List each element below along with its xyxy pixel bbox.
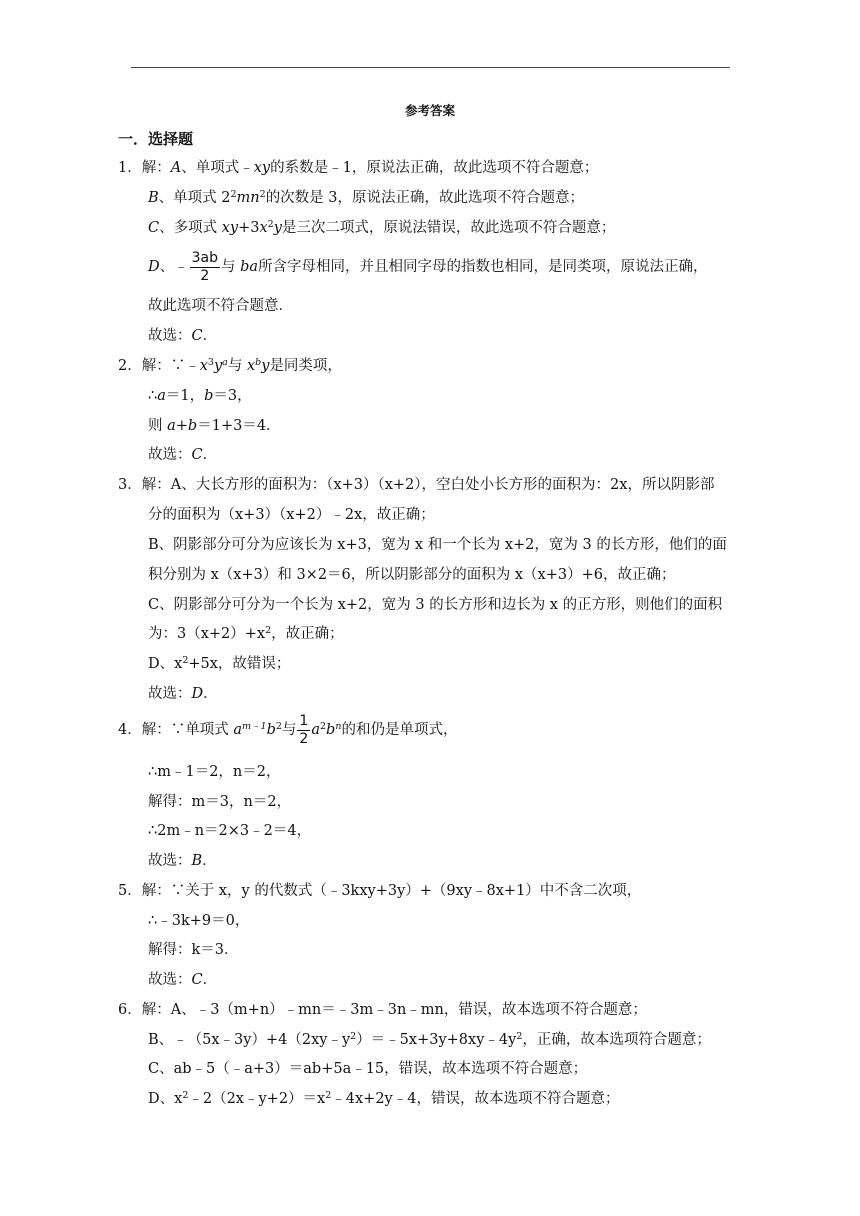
q5-line-2: ∴﹣3k+9＝0， [148, 913, 250, 929]
q4-line-4: ∴2m﹣n＝2×3﹣2＝4， [148, 823, 312, 839]
q6-line-a: 6．解：A、﹣3（m+n）﹣mn＝﹣3m﹣3n﹣mn，错误，故本选项不符合题意； [118, 1002, 647, 1018]
q6-line-b: B、$﹣(5x﹣3y)+4(2xy﹣y^2)=﹣5x+3y+8xy﹣4y^2$，正确，故本选项符合题意； [148, 1031, 711, 1048]
q2-answer: 故选：C． [148, 447, 218, 463]
q3-line-b2: 积分别为 x（x+3）和 3×2＝6，所以阴影部分的面积为 x（x+3）+6，故正确； [148, 567, 676, 583]
q4-line-3: 解得：m＝3，n＝2， [148, 794, 292, 810]
q3-answer: 故选：D． [148, 686, 218, 702]
q1-line-a: 1．解：A、单项式﹣xy的系数是﹣1，原说法正确，故此选项不符合题意； [118, 160, 599, 176]
q2-line-1: 2．解：$\because﹣x^3y^a$与 $x^by$是同类项， [118, 357, 342, 374]
q5-line-3: 解得：k＝3． [148, 942, 239, 958]
q1-line-d-cont: 故此选项不符合题意． [148, 298, 293, 314]
q3-line-c2: 为：$3(x+2)+x^2$，故正确； [148, 625, 344, 642]
q1-line-d: D、﹣ $\frac{3ab}{2}$ 与 ba所含字母相同，并且相同字母的指数也相同，是同类项，原说法正确， [148, 249, 708, 284]
q3-line-a2: 分的面积为（x+3）（x+2）﹣2x，故正确； [148, 507, 435, 523]
fraction-one-half: $\frac{1}{2}$ [299, 712, 309, 747]
q4-line-1: 4．解：∵单项式 $a^{m﹣1}b^2$与 $\frac{1}{2}$ $a^2b^n$的和仍是单项式， [118, 712, 458, 747]
q4-answer: 故选：B． [148, 853, 217, 869]
q4-line-2: ∴m﹣1＝2，n＝2， [148, 764, 281, 780]
q1-answer: 故选：C． [148, 328, 218, 344]
header-rule [131, 67, 730, 68]
section-heading: 一．选择题 [118, 130, 194, 148]
q1-line-b: B、单项式 $2^2mn^2$的次数是 3，原说法正确，故此选项不符合题意； [148, 189, 585, 206]
q6-line-d: D、$x^2﹣2(2x﹣y+2)=x^2﹣4x+2y﹣4$，错误，故本选项不符合题意； [148, 1090, 620, 1107]
q3-line-d: D、$x^2+5x$，故错误； [148, 655, 291, 672]
q5-answer: 故选：C． [148, 972, 218, 988]
q3-line-c1: C、阴影部分可分为一个长为 x+2，宽为 3 的长方形和边长为 x 的正方形，则他们的面积 [148, 597, 723, 613]
q2-line-2: ∴a＝1，b＝3， [148, 388, 252, 404]
q5-line-1: 5．解：∵关于 x，y 的代数式（﹣3kxy+3y）+（9xy﹣8x+1）中不含二次项， [118, 883, 642, 899]
fraction-3ab-over-2: $\frac{3ab}{2}$ [191, 249, 219, 284]
q1-line-c: C、多项式 $xy+3x^2y$是三次二项式，原说法错误，故此选项不符合题意； [148, 219, 616, 236]
page-title: 参考答案 [404, 103, 455, 118]
q3-line-a1: 3．解：A、大长方形的面积为：（x+3）（x+2），空白处小长方形的面积为：2x，所以阴影部 [118, 477, 715, 493]
q6-line-c: C、ab﹣5（﹣a+3）＝ab+5a﹣15，错误，故本选项不符合题意； [148, 1061, 588, 1077]
q3-line-b1: B、阴影部分可分为应该长为 x+3，宽为 x 和一个长为 x+2，宽为 3 的长方形，他们的面 [148, 537, 727, 553]
q2-line-3: 则 a+b＝1+3＝4． [148, 418, 281, 434]
